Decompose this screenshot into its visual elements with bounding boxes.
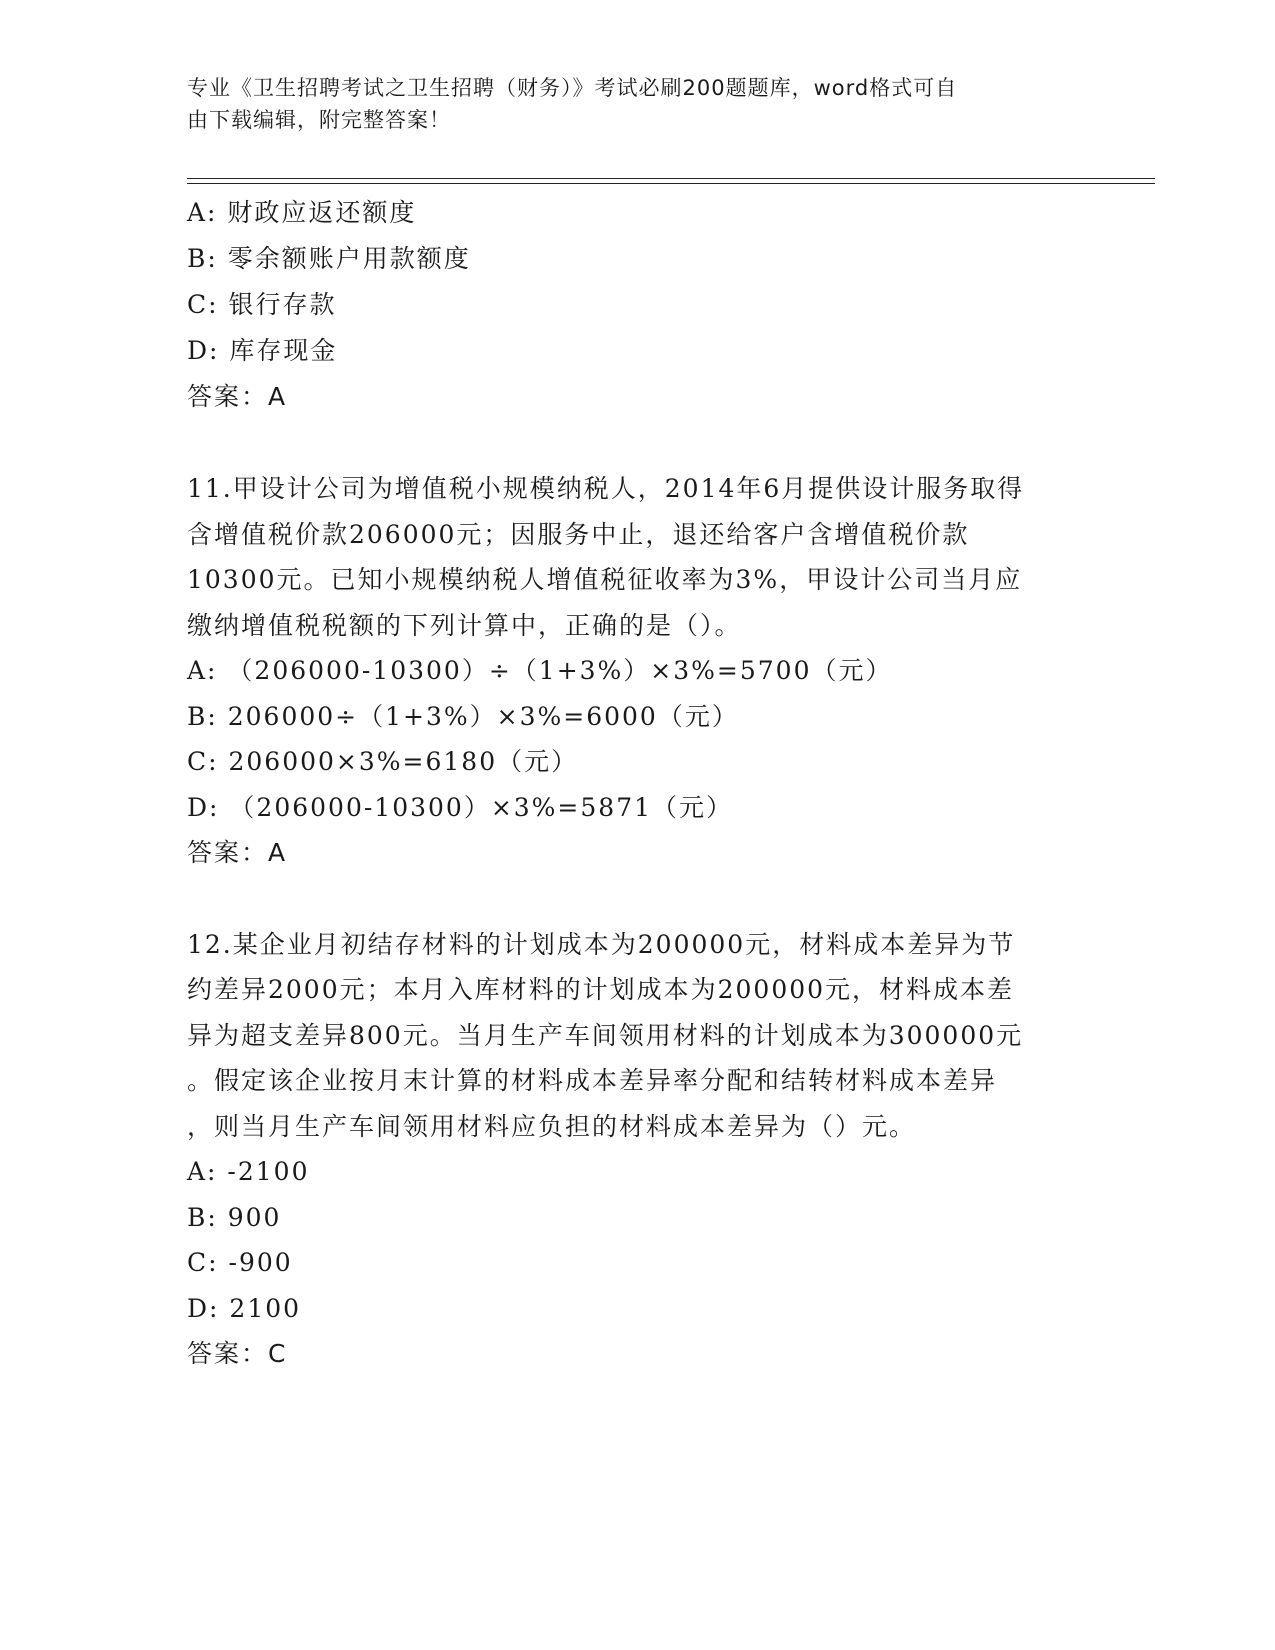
question-12-block [187, 922, 1087, 1377]
question-stem-line: 含增值税价款206000元；因服务中止，退还给客户含增值税价款 [187, 519, 970, 549]
question-stem-line: 约差异2000元；本月入库材料的计划成本为200000元，材料成本差 [187, 975, 1015, 1004]
question-stem-line: ，则当月生产车间领用材料应负担的材料成本差异为（）元。 [187, 1111, 917, 1141]
header-divider-top [187, 178, 1155, 179]
question-stem-line: 异为超支差异800元。当月生产车间领用材料的计划成本为300000元 [187, 1020, 1024, 1050]
answer-line: 答案：A [187, 838, 288, 867]
answer-line: 答案：C [187, 1339, 288, 1368]
option-d: D: （206000-10300）×3%=5871（元） [187, 792, 734, 822]
header-divider-bottom [187, 183, 1155, 184]
question-stem-line: 。假定该企业按月末计算的材料成本差异率分配和结转材料成本差异 [187, 1066, 998, 1095]
option-a: A: （206000-10300）÷（1+3%）×3%=5700（元） [187, 656, 893, 685]
option-b: B: 206000÷（1+3%）×3%=6000（元） [187, 701, 739, 731]
option-d: D: 2100 [187, 1293, 302, 1323]
option-c: C: -900 [187, 1248, 293, 1277]
option-c: C: 206000×3%=6180（元） [187, 747, 579, 776]
option-a: A: 财政应返还额度 [187, 198, 417, 227]
question-stem-line: 12.某企业月初结存材料的计划成本为200000元，材料成本差异为节 [187, 929, 1016, 959]
question-10-block [187, 190, 1087, 420]
question-stem-line: 缴纳增值税税额的下列计算中，正确的是（）。 [187, 610, 742, 640]
spacer [187, 876, 1087, 922]
header-line-1: 专业《卫生招聘考试之卫生招聘（财务）》考试必刷200题题库，word格式可自 [187, 76, 958, 100]
header-line-2: 由下载编辑，附完整答案！ [187, 108, 451, 132]
document-header [187, 72, 1067, 136]
answer-line: 答案：A [187, 382, 288, 411]
option-c: C: 银行存款 [187, 290, 337, 319]
question-11-block [187, 466, 1087, 876]
spacer [187, 420, 1087, 466]
option-b: B: 零余额账户用款额度 [187, 244, 471, 273]
question-stem-line: 10300元。已知小规模纳税人增值税征收率为3%，甲设计公司当月应 [187, 565, 1023, 594]
option-a: A: -2100 [187, 1157, 310, 1186]
question-stem-line: 11.甲设计公司为增值税小规模纳税人，2014年6月提供设计服务取得 [187, 474, 1025, 503]
option-d: D: 库存现金 [187, 336, 338, 365]
question-content [187, 190, 1087, 1377]
option-b: B: 900 [187, 1202, 282, 1232]
